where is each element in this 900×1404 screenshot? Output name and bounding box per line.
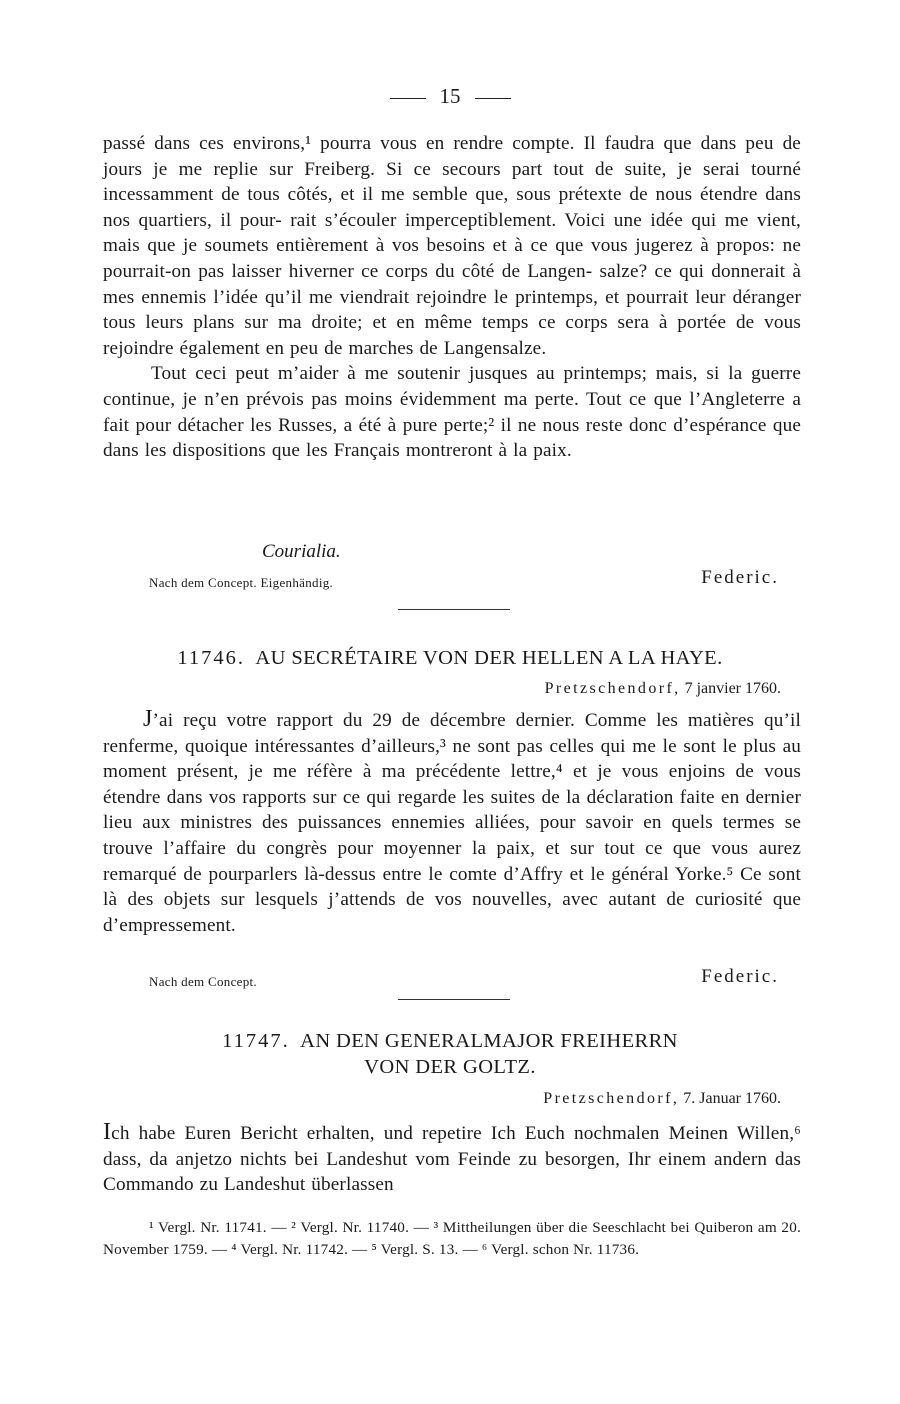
section-divider <box>398 999 510 1000</box>
footnote-line: Seeschlacht bei Quiberon am 20. November 1759. — ⁴ Vergl. Nr. 11742. — ⁵ Vergl. <box>103 1219 802 1258</box>
text-line: Tout ce que l’Angleterre a fait pour détacher les Russes, a été à pure <box>103 388 801 436</box>
letter3-paragraph <box>103 1120 801 1198</box>
text-line: matières qu’il renferme, quoique intéressantes d’ailleurs,³ ne sont pas <box>103 710 801 757</box>
text-line: les Français montreront à la paix. <box>305 440 572 462</box>
section-divider <box>398 609 510 610</box>
letter2-source-note: Nach dem Concept. <box>149 974 257 989</box>
header-rule-right <box>475 98 511 99</box>
text-line: perte;² il ne nous reste donc d’espérance que dans les dispositions que <box>103 414 802 462</box>
text-line: semble que, sous prétexte de nous étendre dans nos quartiers, il pour- <box>103 184 801 231</box>
text-line: que vous aurez remarqué de pourparlers là-dessus entre le comte d’Affry <box>103 837 801 885</box>
text-line: le printemps, et pourrait leur déranger tous leurs plans sur ma droite; <box>103 286 801 334</box>
text-line: Meinen Willen,⁶ dass, da anjetzo nichts bei Landeshut vom Feinde zu <box>103 1123 802 1170</box>
letter3-initial: I <box>103 1119 112 1145</box>
footnote-line: ¹ Vergl. Nr. 11741. — ² Vergl. Nr. 11740. — ³ Mittheilungen über die <box>149 1219 588 1236</box>
letter1-body <box>103 131 801 464</box>
text-line: se trouve l’affaire du congrès pour moyenner la paix, et sur tout ce <box>103 812 801 859</box>
letter1-signature: Federic. <box>701 567 779 588</box>
letter3-dateline <box>543 1090 781 1108</box>
text-line: si la guerre continue, je n’en prévois pas moins évidemment ma perte. <box>103 363 801 410</box>
letter3-place: Pretzschendorf, <box>543 1090 680 1107</box>
footnotes <box>103 1217 801 1260</box>
letter2-body <box>103 707 801 938</box>
text-line: propos: ne pourrait-on pas laisser hiverner ce corps du côté de Langen- <box>103 235 801 282</box>
letter3-title-line2: VON DER GOLTZ. <box>364 1056 536 1078</box>
letter1-paragraph-1 <box>103 131 801 361</box>
text-line: salze? ce qui donnerait à mes ennemis l’idée qu’il me viendrait rejoindre <box>103 260 801 308</box>
text-line: et le général Yorke.⁵ Ce sont là des objets sur lesquels j’attends de <box>103 863 802 911</box>
letter2-paragraph <box>103 707 801 938</box>
letter3-heading <box>60 1028 840 1080</box>
text-line: que je soumets entièrement à vos besoins et à ce que vous jugerez à <box>147 235 709 257</box>
text-line: ’ai reçu votre rapport du 29 de décembre dernier. Comme les <box>152 710 679 731</box>
letter2-initial: J <box>143 706 153 732</box>
header-rule-left <box>390 98 426 99</box>
text-line: passé dans ces environs,¹ pourra vous en rendre compte. Il faudra <box>103 133 655 154</box>
letter2-dateline <box>545 680 781 698</box>
letter3-date: 7. Januar 1760. <box>683 1090 781 1107</box>
letter1-source-note: Nach dem Concept. Eigenhändig. <box>149 575 334 590</box>
page-number: 15 <box>439 84 461 108</box>
footnote-line: S. 13. — ⁶ Vergl. schon Nr. 11736. <box>422 1240 640 1258</box>
text-line: rait s’écouler imperceptiblement. Voici une idée qui me vient, mais <box>103 209 802 257</box>
letter3-number: 11747. <box>222 1030 290 1052</box>
text-line: celles qui me le sont le plus au moment présent, je me réfère à ma <box>103 735 802 783</box>
letter3-heading-line1 <box>60 1028 840 1054</box>
letter2-signature: Federic. <box>701 966 779 987</box>
letter2-place: Pretzschendorf, <box>544 680 681 697</box>
letter3-title-line1: AN DEN GENERALMAJOR FREIHERRN <box>300 1030 678 1052</box>
letter2-title: AU SECRÉTAIRE VON DER HELLEN A LA HAYE. <box>255 647 723 669</box>
letter3-body <box>103 1120 801 1198</box>
text-line: et en même temps ce corps sera à portée de vous rejoindre également <box>103 312 801 359</box>
text-line: tout de suite, je serai tourné incessamment de tous côtés, et il me <box>103 158 801 206</box>
letter2-number: 11746. <box>177 647 245 669</box>
text-line: sur ce qui regarde les suites de la déclaration faite en dernier lieu aux <box>103 786 801 834</box>
text-line: ministres des puissances ennemies alliées, pour savoir en quels termes <box>180 812 775 834</box>
letter2-heading <box>60 645 840 671</box>
text-line: précédente lettre,⁴ et je vous enjoins de vous étendre dans vos rapports <box>103 761 801 808</box>
text-line: besorgen, Ihr einem andern das Commando zu Landeshut überlassen <box>103 1148 801 1196</box>
letter2-date: 7 janvier 1760. <box>684 680 781 697</box>
page-header <box>0 84 900 109</box>
text-line: Tout ceci peut m’aider à me soutenir jusques au printemps; mais, <box>151 363 698 385</box>
text-line: en peu de marches de Langensalze. <box>265 337 547 359</box>
text-line: vos nouvelles, avec autant de curiosité que d’empressement. <box>103 889 801 936</box>
letter1-closing: Courialia. <box>262 541 341 562</box>
text-line: que dans peu de jours je me replie sur Freiberg. Si ce secours part <box>103 133 801 180</box>
text-line: ch habe Euren Bericht erhalten, und repetire Ich Euch nochmalen <box>111 1123 660 1144</box>
letter1-paragraph-2 <box>103 361 801 463</box>
